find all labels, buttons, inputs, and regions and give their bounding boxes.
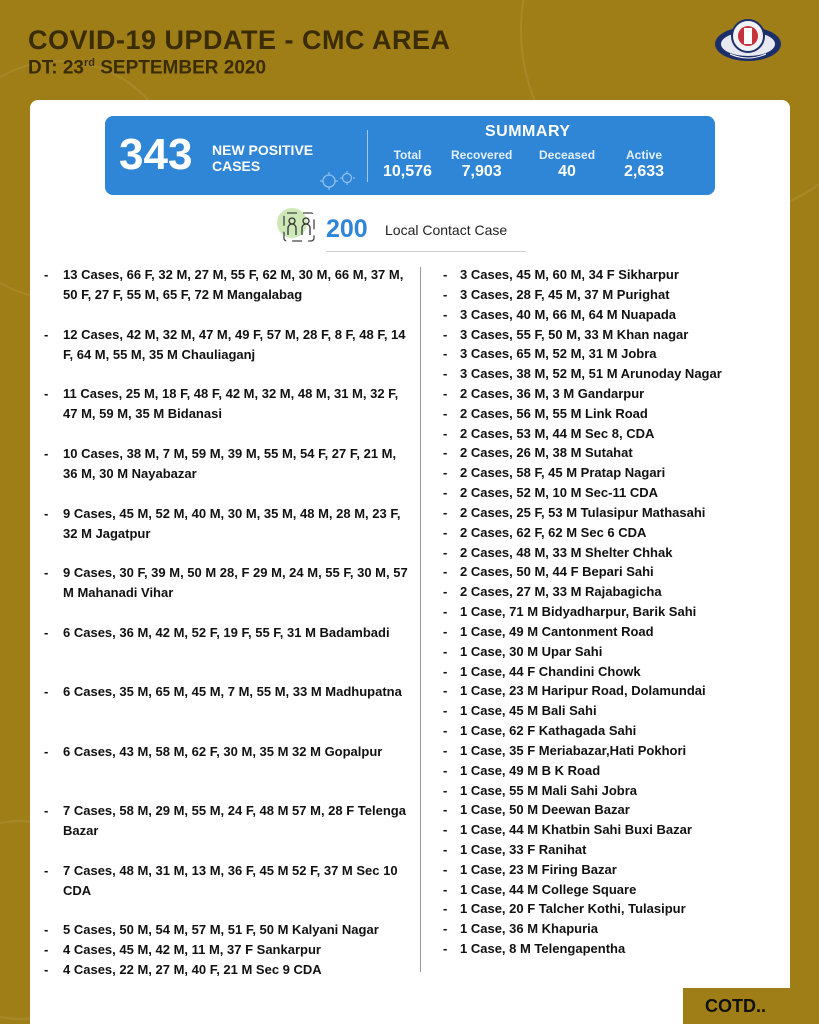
list-item: - 1 Case, 71 M Bidyadharpur, Barik Sahi xyxy=(443,604,697,619)
stat-label: Active xyxy=(626,148,663,162)
list-item: - 1 Case, 50 M Deewan Bazar xyxy=(443,802,630,817)
stat-total xyxy=(383,148,432,181)
page-date: DT: 23rd SEPTEMBER 2020 xyxy=(28,57,267,79)
list-item: - 1 Case, 49 M Cantonment Road xyxy=(443,624,654,639)
list-item: - 1 Case, 23 M Firing Bazar xyxy=(443,862,617,877)
list-item: - 9 Cases, 45 M, 52 M, 40 M, 30 M, 35 M, 48 M, 28 M, 23 F, 32 M Jagatpur xyxy=(44,506,401,541)
contact-underline xyxy=(326,251,526,252)
list-item: - 1 Case, 49 M B K Road xyxy=(443,763,601,778)
stat-deceased xyxy=(539,148,595,181)
list-item: - 1 Case, 36 M Khapuria xyxy=(443,921,598,936)
stat-label: Recovered xyxy=(451,148,513,162)
list-item: - 1 Case, 45 M Bali Sahi xyxy=(443,703,597,718)
list-item: - 3 Cases, 45 M, 60 M, 34 F Sikharpur xyxy=(443,267,679,282)
banner-divider xyxy=(367,130,368,182)
contact-people-icon xyxy=(276,205,322,249)
stat-value: 7,903 xyxy=(461,163,502,180)
list-item: - 2 Cases, 26 M, 38 M Sutahat xyxy=(443,445,633,460)
new-positive-label: NEW POSITIVE CASES xyxy=(212,142,314,174)
stat-value: 10,576 xyxy=(383,163,432,180)
local-contact-count: 200 xyxy=(326,215,368,243)
list-item: - 2 Cases, 56 M, 55 M Link Road xyxy=(443,406,648,421)
new-positive-count: 343 xyxy=(119,130,193,179)
list-item: - 1 Case, 20 F Talcher Kothi, Tulasipur xyxy=(443,901,686,916)
list-item: - 2 Cases, 27 M, 33 M Rajabagicha xyxy=(443,584,662,599)
list-item: - 6 Cases, 43 M, 58 M, 62 F, 30 M, 35 M 32 M Gopalpur xyxy=(44,744,383,759)
list-item: - 4 Cases, 45 M, 42 M, 11 M, 37 F Sankarpur xyxy=(44,942,321,957)
page-title: COVID-19 UPDATE - CMC AREA xyxy=(28,25,451,55)
local-contact-label: Local Contact Case xyxy=(385,222,508,238)
virus-icon xyxy=(317,170,361,192)
stat-label: Total xyxy=(393,148,422,162)
list-item: - 10 Cases, 38 M, 7 M, 59 M, 39 M, 55 M, 54 F, 27 F, 21 M, 36 M, 30 M Nayabazar xyxy=(44,446,397,481)
list-item: - 1 Case, 44 M College Square xyxy=(443,882,637,897)
list-item: - 2 Cases, 53 M, 44 M Sec 8, CDA xyxy=(443,426,655,441)
list-item: - 3 Cases, 55 F, 50 M, 33 M Khan nagar xyxy=(443,327,689,342)
list-item: - 2 Cases, 36 M, 3 M Gandarpur xyxy=(443,386,645,401)
list-item: - 1 Case, 33 F Ranihat xyxy=(443,842,587,857)
list-item: - 1 Case, 35 F Meriabazar,Hati Pokhori xyxy=(443,743,687,758)
summary-banner xyxy=(105,116,715,195)
content-card xyxy=(30,100,790,1024)
list-item: - 2 Cases, 48 M, 33 M Shelter Chhak xyxy=(443,545,673,560)
list-item: - 7 Cases, 58 M, 29 M, 55 M, 24 F, 48 M 57 M, 28 F Telenga Bazar xyxy=(44,803,406,838)
list-item: - 1 Case, 30 M Upar Sahi xyxy=(443,644,603,659)
list-item: - 6 Cases, 35 M, 65 M, 45 M, 7 M, 55 M, 33 M Madhupatna xyxy=(44,684,402,699)
list-item: - 3 Cases, 65 M, 52 M, 31 M Jobra xyxy=(443,346,657,361)
list-item: - 4 Cases, 22 M, 27 M, 40 F, 21 M Sec 9 CDA xyxy=(44,962,322,977)
list-item: - 12 Cases, 42 M, 32 M, 47 M, 49 F, 57 M, 28 F, 8 F, 48 F, 14 F, 64 M, 55 M, 35 M Chauliaganj xyxy=(44,327,406,362)
list-item: - 6 Cases, 36 M, 42 M, 52 F, 19 F, 55 F, 31 M Badambadi xyxy=(44,625,390,640)
list-item: - 11 Cases, 25 M, 18 F, 48 F, 42 M, 32 M, 48 M, 31 M, 32 F, 47 M, 59 M, 35 M Bidanasi xyxy=(44,386,399,421)
stat-value: 2,633 xyxy=(624,163,665,180)
list-item: - 5 Cases, 50 M, 54 M, 57 M, 51 F, 50 M Kalyani Nagar xyxy=(44,922,379,937)
stat-value: 40 xyxy=(558,163,576,180)
stat-active xyxy=(624,148,664,181)
column-divider xyxy=(420,267,421,972)
list-item: - 3 Cases, 28 F, 45 M, 37 M Purighat xyxy=(443,287,670,302)
list-item: - 2 Cases, 62 F, 62 M Sec 6 CDA xyxy=(443,525,647,540)
list-item: - 1 Case, 44 M Khatbin Sahi Buxi Bazar xyxy=(443,822,692,837)
stat-label: Deceased xyxy=(539,148,596,162)
summary-title: SUMMARY xyxy=(485,123,571,140)
list-item: - 3 Cases, 40 M, 66 M, 64 M Nuapada xyxy=(443,307,677,322)
continued-label: COTD.. xyxy=(683,988,819,1024)
list-item: - 1 Case, 44 F Chandini Chowk xyxy=(443,664,641,679)
list-item: - 7 Cases, 48 M, 31 M, 13 M, 36 F, 45 M 52 F, 37 M Sec 10 CDA xyxy=(44,863,398,898)
list-item: - 1 Case, 8 M Telengapentha xyxy=(443,941,626,956)
local-contact xyxy=(276,205,536,249)
list-item: - 13 Cases, 66 F, 32 M, 27 M, 55 F, 62 M, 30 M, 66 M, 37 M, 50 F, 27 F, 55 M, 65 F, 72 M Mangalabag xyxy=(44,267,404,302)
list-item: - 1 Case, 23 M Haripur Road, Dolamundai xyxy=(443,683,706,698)
list-item: - 2 Cases, 58 F, 45 M Pratap Nagari xyxy=(443,465,666,480)
list-item: - 2 Cases, 50 M, 44 F Bepari Sahi xyxy=(443,564,654,579)
list-item: - 2 Cases, 52 M, 10 M Sec-11 CDA xyxy=(443,485,658,500)
stat-recovered xyxy=(451,148,512,181)
cmc-logo-icon xyxy=(712,14,784,66)
list-item: - 9 Cases, 30 F, 39 M, 50 M 28, F 29 M, 24 M, 55 F, 30 M, 57 M Mahanadi Vihar xyxy=(44,565,408,600)
list-item: - 1 Case, 62 F Kathagada Sahi xyxy=(443,723,637,738)
list-item: - 2 Cases, 25 F, 53 M Tulasipur Mathasahi xyxy=(443,505,706,520)
list-item: - 1 Case, 55 M Mali Sahi Jobra xyxy=(443,783,638,798)
list-item: - 3 Cases, 38 M, 52 M, 51 M Arunoday Nagar xyxy=(443,366,722,381)
